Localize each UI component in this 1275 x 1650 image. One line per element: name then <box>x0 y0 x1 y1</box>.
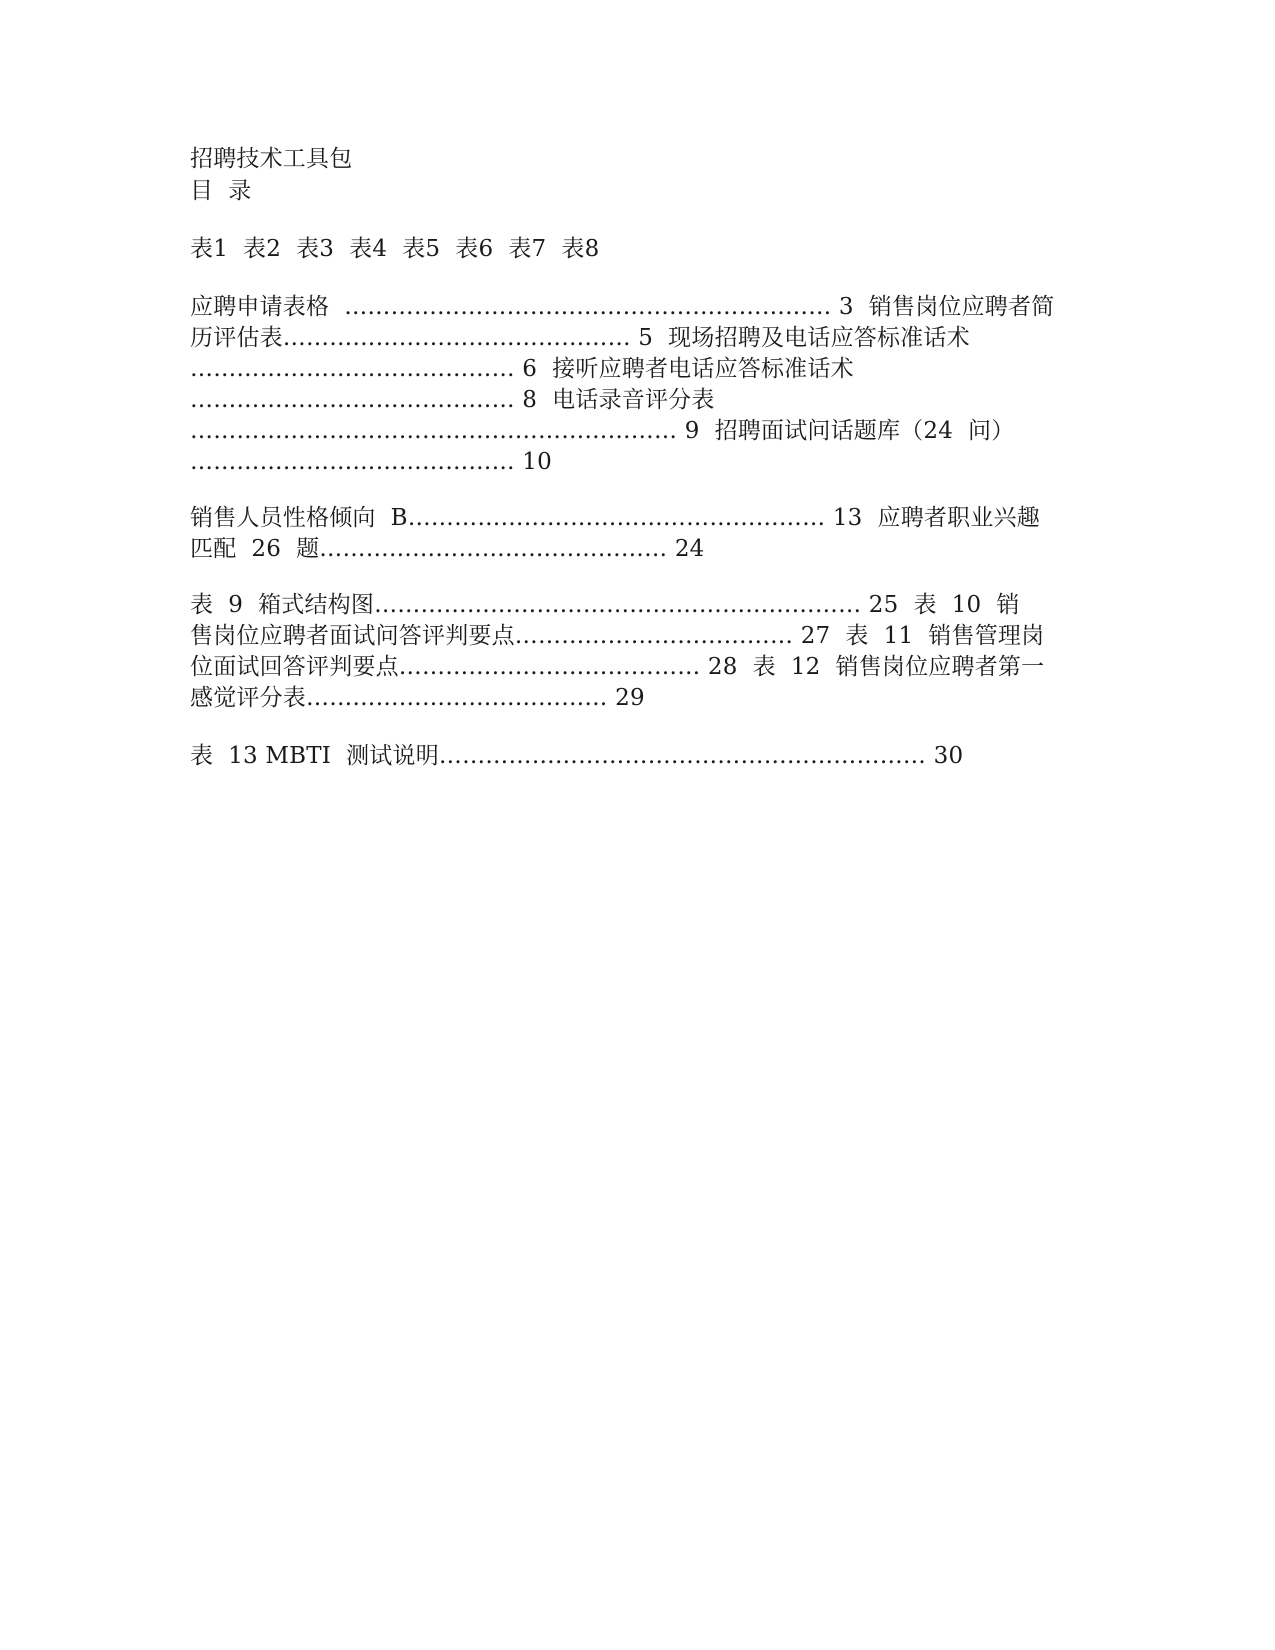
toc-line: 表 9 箱式结构图……………………………………………………… 25 表 10 销 <box>190 592 1020 618</box>
toc-line: 位面试回答评判要点………………………………… 28 表 12 销售岗位应聘者第一 <box>190 654 1045 680</box>
toc-heading: 目 录 <box>190 178 252 204</box>
toc-line: …………………………………… 8 电话录音评分表 <box>190 387 715 413</box>
toc-line: 销售人员性格倾向 B……………………………………………… 13 应聘者职业兴趣 <box>190 505 1040 531</box>
toc-line: 表 13 MBTI 测试说明……………………………………………………… 30 <box>190 743 964 769</box>
document-title: 招聘技术工具包 <box>190 146 353 172</box>
toc-line: ……………………………………………………… 9 招聘面试问话题库（24 问） <box>190 418 1015 444</box>
toc-line: 感觉评分表………………………………… 29 <box>190 685 645 711</box>
toc-line: …………………………………… 6 接听应聘者电话应答标准话术 <box>190 356 854 382</box>
toc-line: 匹配 26 题……………………………………… 24 <box>190 536 705 562</box>
toc-line: 应聘申请表格 ……………………………………………………… 3 销售岗位应聘者简 <box>190 294 1055 320</box>
table-list: 表1 表2 表3 表4 表5 表6 表7 表8 <box>190 236 600 262</box>
toc-line: 历评估表……………………………………… 5 现场招聘及电话应答标准话术 <box>190 325 970 351</box>
toc-line: …………………………………… 10 <box>190 449 552 475</box>
toc-line: 售岗位应聘者面试问答评判要点……………………………… 27 表 11 销售管理岗 <box>190 623 1045 649</box>
